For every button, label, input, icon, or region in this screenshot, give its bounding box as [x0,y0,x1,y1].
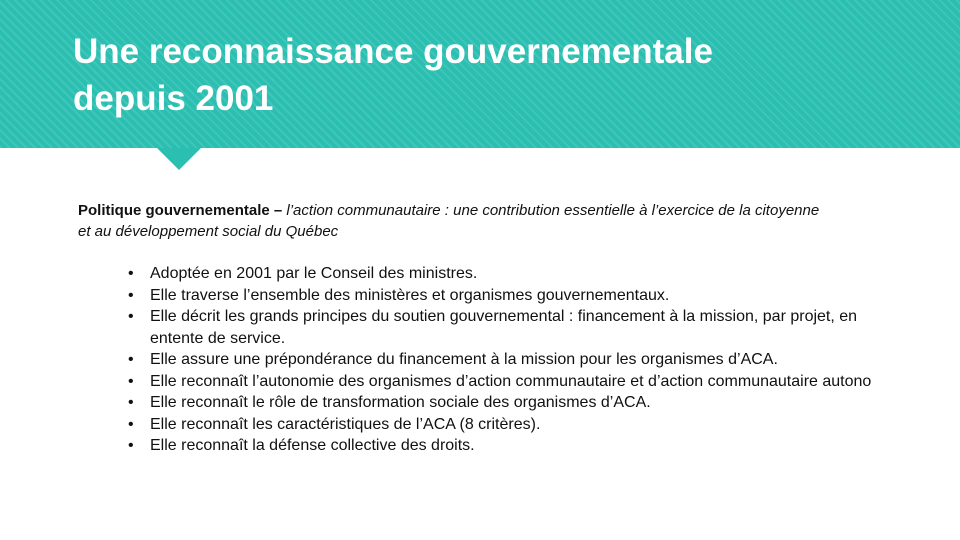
bullet-text: Elle reconnaît l’autonomie des organismes d’action communautaire et d’action communautaire autono [150,372,872,390]
bullet-item [128,371,958,393]
bullet-dot: • [128,265,134,282]
bullet-item [128,392,958,414]
bullet-text: Elle traverse l’ensemble des ministères et organismes gouvernementaux. [150,286,670,304]
bullet-list [128,263,958,457]
bullet-item [128,306,958,349]
intro-italic-2: et au développement social du Québec [78,223,339,240]
bullet-item [128,285,958,307]
bullet-item [128,263,958,285]
bullet-text: Elle assure une prépondérance du financement à la mission pour les organismes d’ACA. [150,351,778,368]
slide-title-line-2: depuis 2001 [73,79,274,118]
bullet-text: Adoptée en 2001 par le Conseil des ministres. [150,265,478,282]
slide-title [73,28,933,122]
bullet-dot: • [128,308,134,325]
intro-line-1 [78,200,960,221]
bullet-text: Elle décrit les grands principes du soutien gouvernemental : financement à la mission, par projet, en [150,308,858,325]
bullet-dot: • [128,415,134,433]
bullet-dot: • [128,394,134,411]
bullet-text: Elle reconnaît les caractéristiques de l’ACA (8 critères). [150,415,541,433]
bullet-dot: • [128,286,134,304]
intro-paragraph [78,200,960,242]
bullet-dot: • [128,351,134,368]
intro-line-2 [78,221,960,242]
bullet-text: Elle reconnaît la défense collective des droits. [150,437,475,454]
bullet-text: Elle reconnaît le rôle de transformation sociale des organismes d’ACA. [150,394,651,411]
bullet-item [128,349,958,371]
bullet-item [128,435,958,457]
slide-title-line-1: Une reconnaissance gouvernementale [73,32,713,71]
intro-bold: Politique gouvernementale – [78,202,287,219]
bullet-text-continued: entente de service. [150,329,286,347]
bullet-dot: • [128,437,134,454]
header-notch [157,148,201,170]
bullet-dot: • [128,372,134,390]
bullet-item [128,414,958,436]
intro-italic-1: l’action communautaire : une contribution essentielle à l’exercice de la citoyenne [286,202,820,219]
